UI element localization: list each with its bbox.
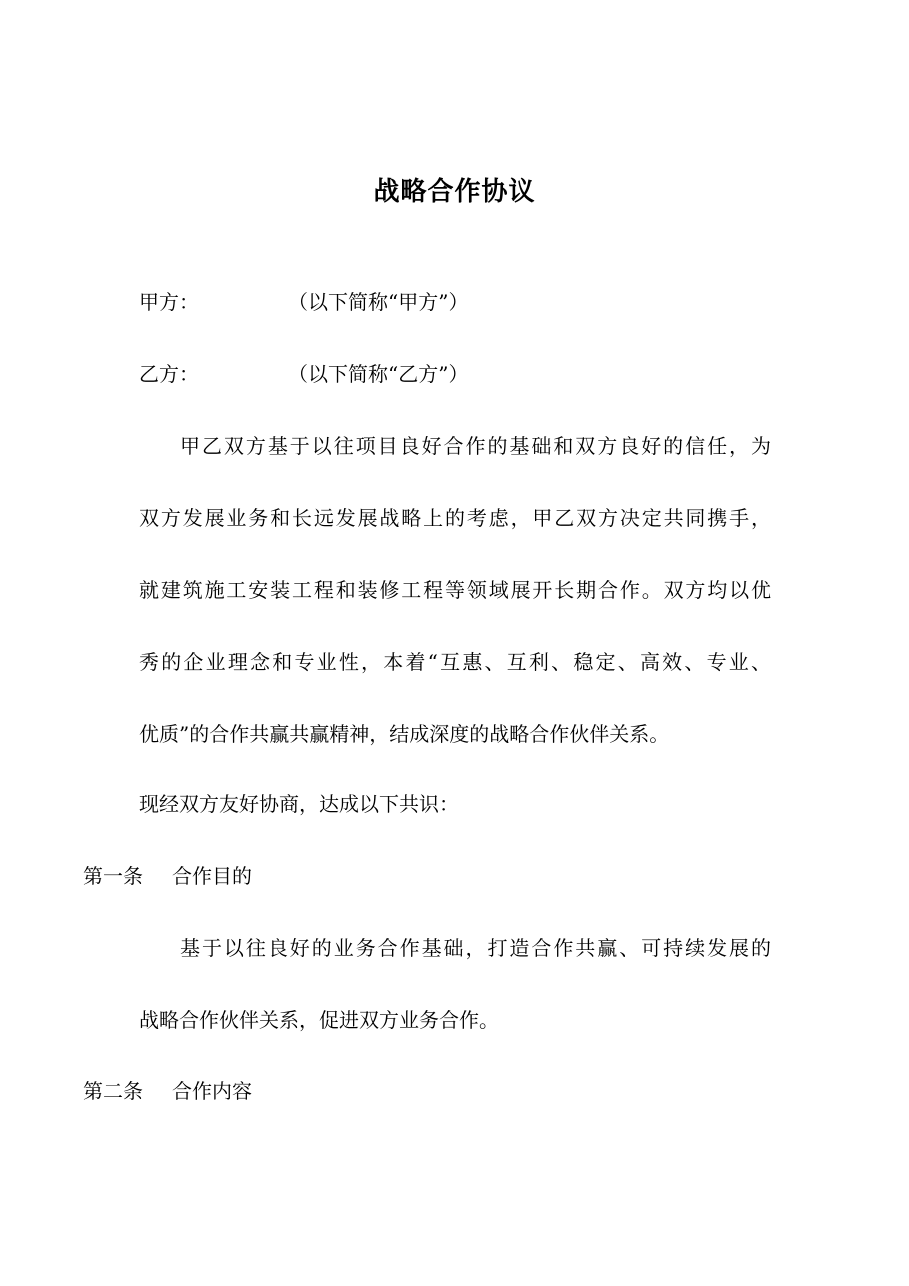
- consensus-line: 现经双方友好协商，达成以下共识：: [139, 792, 459, 816]
- article-2-heading: 合作内容: [172, 1079, 252, 1103]
- article-1-line: 基于以往良好的业务合作基础，打造合作共赢、可持续发展的: [180, 936, 771, 960]
- party-b-label: 乙方：: [139, 362, 199, 386]
- preamble-line: 甲乙双方基于以往项目良好合作的基础和双方良好的信任，为: [180, 434, 771, 458]
- article-1-number: 第一条: [83, 864, 143, 888]
- preamble-line: 秀的企业理念和专业性，本着“互惠、互利、稳定、高效、专业、: [139, 650, 771, 674]
- article-1-line: 战略合作伙伴关系，促进双方业务合作。: [139, 1008, 499, 1032]
- party-b-note: （以下简称“乙方”）: [288, 362, 469, 386]
- article-1-heading: 合作目的: [172, 864, 252, 888]
- article-2-number: 第二条: [83, 1079, 143, 1103]
- preamble-line: 就建筑施工安装工程和装修工程等领域展开长期合作。双方均以优: [139, 578, 771, 602]
- party-a-note: （以下简称“甲方”）: [288, 290, 469, 314]
- preamble-line: 优质”的合作共赢共赢精神，结成深度的战略合作伙伴关系。: [139, 722, 670, 746]
- document-title: 战略合作协议: [373, 177, 536, 207]
- party-a-label: 甲方：: [139, 290, 199, 314]
- preamble-line: 双方发展业务和长远发展战略上的考虑，甲乙双方决定共同携手，: [139, 506, 771, 530]
